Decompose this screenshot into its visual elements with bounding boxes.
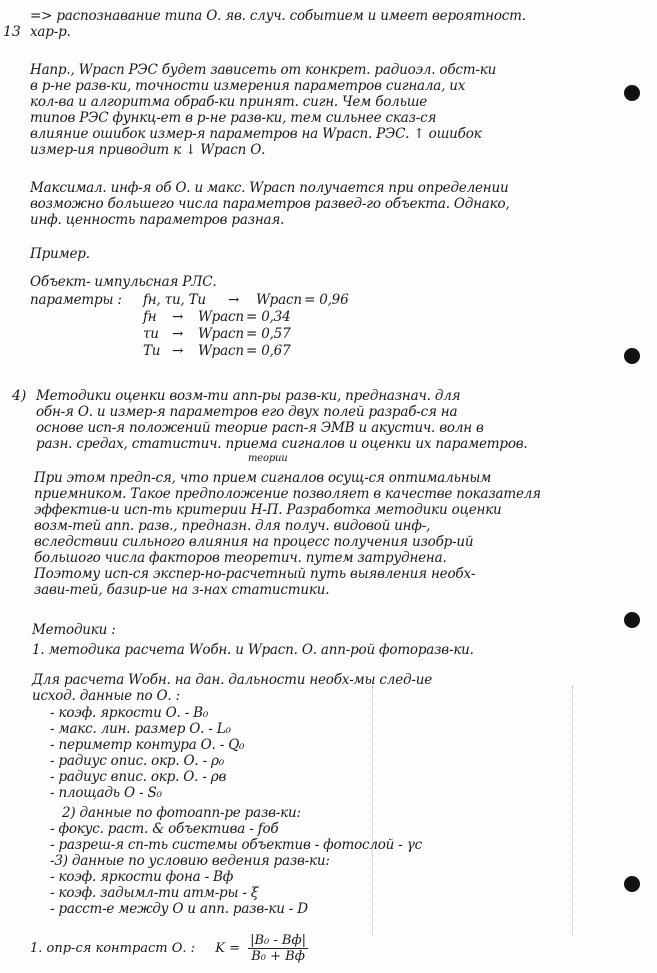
text-line: При этом предп-ся, что прием сигналов осущ-ся оптимальным	[34, 470, 492, 486]
example-row-params: Tи	[143, 343, 161, 359]
list-item: - разреш-я сп-ть системы объектив - фотослой - γс	[50, 837, 422, 853]
text-line: возм-тей апп. разв., предназн. для получ. видовой инф-,	[34, 518, 431, 534]
text-line: инф. ценность параметров разная.	[30, 212, 285, 228]
formula-denominator: B₀ + Bф	[251, 949, 305, 964]
text-line: Максимал. инф-я об О. и макс. Wрасп получается при определении	[30, 180, 509, 196]
text-line: хар-р.	[30, 24, 71, 40]
list-item: - расст-е между О и апп. разв-ки - D	[50, 901, 308, 917]
list-item: - периметр контура О. - Q₀	[50, 737, 245, 753]
list-item: - коэф. яркости фона - Вф	[50, 869, 234, 885]
example-row-params: fн	[143, 309, 157, 325]
text-line: Напр., Wрасп РЭС будет зависеть от конкрет. радиоэл. обст-ки	[30, 62, 497, 78]
contrast-formula	[30, 933, 308, 964]
insert-word: теории	[248, 453, 288, 464]
list-item: - радиус опис. окр. О. - ρ₀	[50, 753, 225, 769]
formula-fraction	[248, 933, 308, 964]
example-row-value: = 0,34	[246, 309, 291, 325]
example-row-value: = 0,57	[246, 326, 291, 342]
list-item: - макс. лин. размер О. - L₀	[50, 721, 231, 737]
text-line: большого числа факторов теоретич. путем затруднена.	[34, 550, 447, 566]
list-item: - коэф. яркости О. - В₀	[50, 705, 209, 721]
method-1: 1. методика расчета Wобн. и Wрасп. О. апп-рой фоторазв-ки.	[32, 642, 474, 658]
text-line: обн-я О. и измер-я параметров его двух полей разраб-ся на	[36, 404, 458, 420]
example-row-value: = 0,67	[246, 343, 291, 359]
text-line: Методики оценки возм-ти апп-ры разв-ки, предназнач. для	[36, 388, 461, 404]
example-row-arrow: →	[228, 292, 240, 308]
text-line: кол-ва и алгоритма обраб-ки принят. сигн. Чем больше	[30, 94, 428, 110]
example-row-params: fн, τи, Tи	[143, 292, 206, 308]
punch-hole-icon	[624, 348, 640, 364]
formula-numerator: |B₀ - Bф|	[250, 933, 307, 948]
text-line: типов РЭС функц-ет в р-не разв-ки, тем сильнее сказ-ся	[30, 110, 437, 126]
list-item: - коэф. задымл-ти атм-ры - ξ	[50, 885, 259, 901]
example-row-arrow: →	[172, 326, 184, 342]
subsection-title: -3) данные по условию ведения разв-ки:	[50, 853, 330, 869]
list-item: - площадь О - S₀	[50, 785, 162, 801]
punch-hole-icon	[624, 876, 640, 892]
punch-hole-icon	[624, 85, 640, 101]
text-line: основе исп-я положений теорие расп-я ЭМВ и акустич. волн в	[36, 420, 484, 436]
example-row-label: Wрасп	[198, 309, 244, 325]
example-row-label: Wрасп	[198, 343, 244, 359]
text-line: Для расчета Wобн. на дан. дальности необх-мы след-ие	[32, 672, 432, 688]
params-label: параметры :	[30, 292, 122, 308]
punch-hole-icon	[624, 612, 640, 628]
text-line: исход. данные по О. :	[32, 688, 180, 704]
point-number: 4)	[12, 388, 27, 404]
list-item: - радиус впис. окр. О. - ρв	[50, 769, 227, 785]
guide-line	[372, 686, 374, 936]
example-row-label: Wрасп	[256, 292, 302, 308]
formula-lhs: K =	[215, 941, 240, 956]
methods-title: Методики :	[32, 622, 116, 638]
subsection-title: 2) данные по фотоапп-ре разв-ки:	[62, 805, 301, 821]
list-item: - фокус. раст. & объектива - fоб	[50, 821, 279, 837]
margin-number: 13	[3, 24, 21, 40]
text-line: вследствии сильного влияния на процесс получения изобр-ий	[34, 534, 474, 550]
guide-line	[572, 686, 574, 936]
example-row-value: = 0,96	[304, 292, 349, 308]
example-object: Объект- импульсная РЛС.	[30, 274, 217, 290]
text-line: зави-тей, базир-ие на з-нах статистики.	[34, 582, 330, 598]
text-line: приемником. Такое предположение позволяет в качестве показателя	[34, 486, 541, 502]
text-line: эффектив-и исп-ть критерии Н-П. Разработка методики оценки	[34, 502, 502, 518]
text-line: измер-ия приводит к ↓ Wрасп О.	[30, 142, 266, 158]
text-line: возможно большего числа параметров развед-го объекта. Однако,	[30, 196, 510, 212]
example-title: Пример.	[30, 246, 90, 262]
text-line: Поэтому исп-ся экспер-но-расчетный путь выявления необх-	[34, 566, 476, 582]
text-line: разн. средах, статистич. приема сигналов и оценки их параметров.	[36, 436, 528, 452]
example-row-arrow: →	[172, 309, 184, 325]
text-line: в р-не разв-ки, точности измерения параметров сигнала, их	[30, 78, 466, 94]
formula-prefix: 1. опр-ся контраст О. :	[30, 941, 196, 956]
example-row-arrow: →	[172, 343, 184, 359]
text-line: влияние ошибок измер-я параметров на Wрасп. РЭС. ↑ ошибок	[30, 126, 482, 142]
example-row-label: Wрасп	[198, 326, 244, 342]
text-line: => распознавание типа О. яв. случ. событием и имеет вероятност.	[30, 8, 526, 24]
example-row-params: τи	[143, 326, 159, 342]
